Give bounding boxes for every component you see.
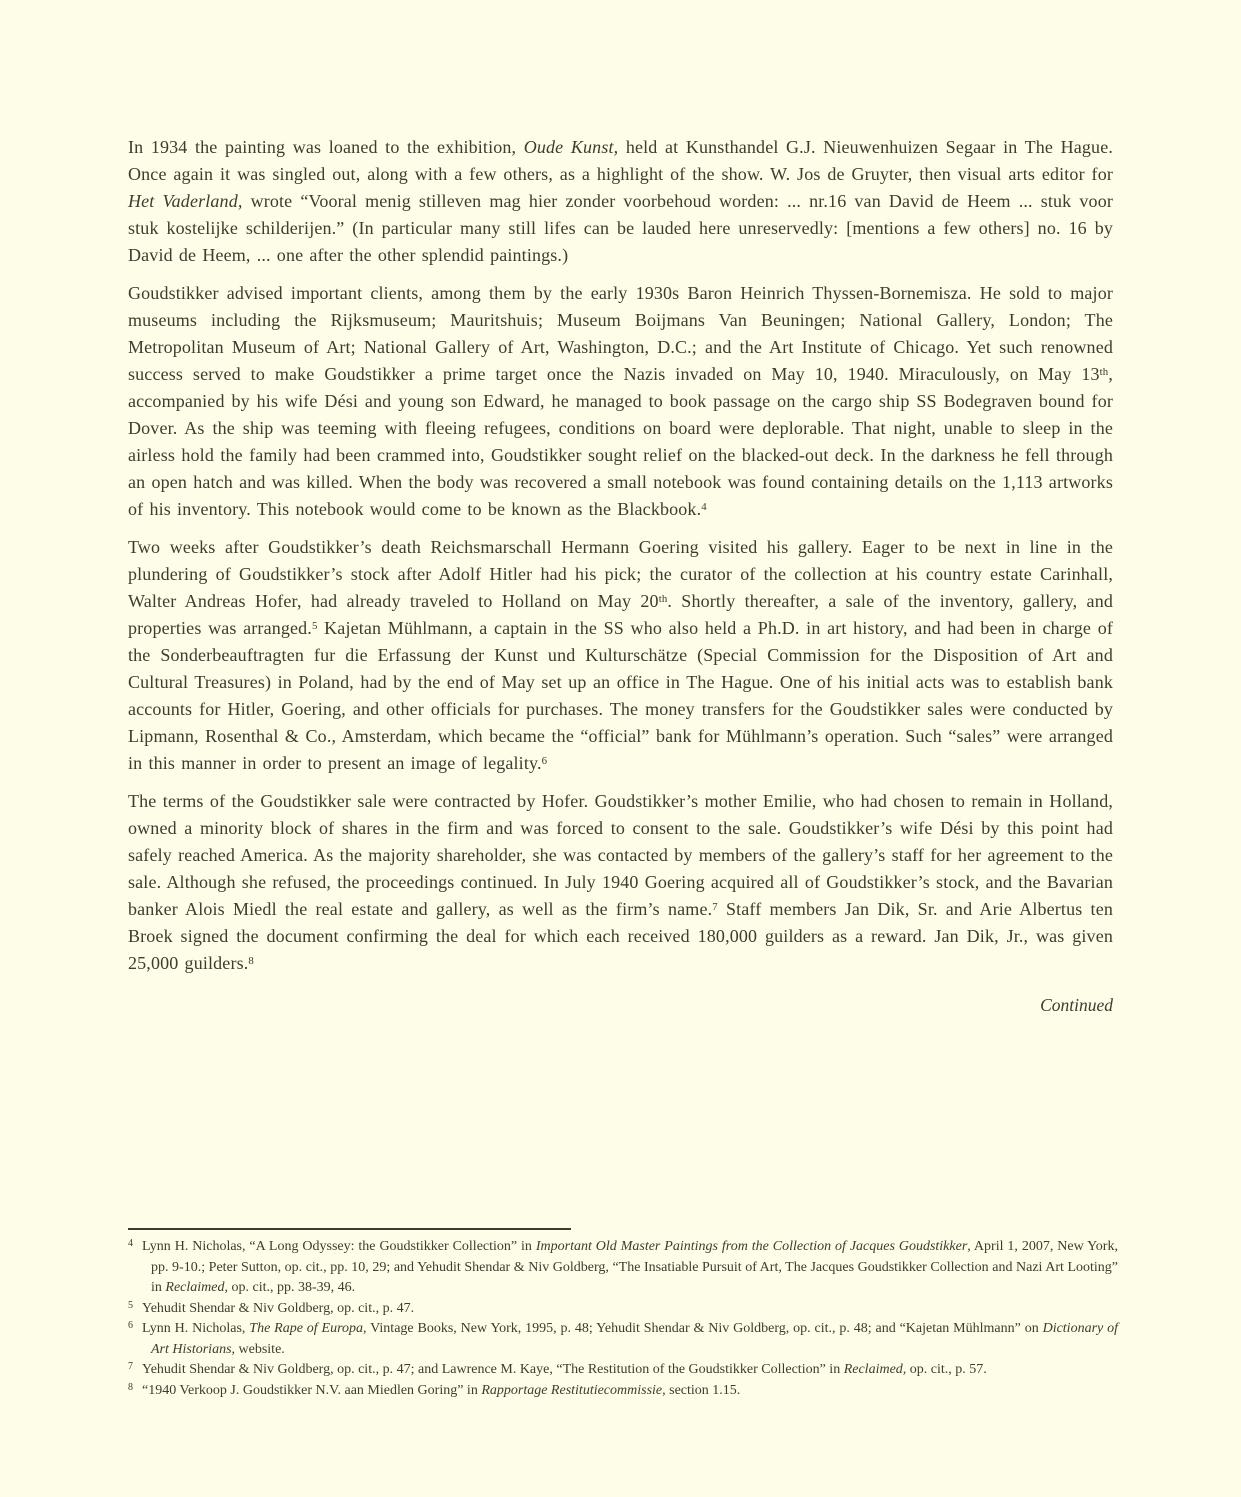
footnote-reference: 6 <box>541 755 548 768</box>
footnote-list <box>128 1237 1118 1401</box>
text-run: The terms of the Goudstikker sale were contracted by Hofer. Goudstikker’s mother Emilie, who had chosen to remain in Holland, owned a minority block of shares in the firm and was forced to consent to the sale. Goudstikker’s wife Dési by this point had safely reached America. As the majority shareholder, she was contacted by members of the gallery’s staff for her agreement to the sale. Although she refused, the proceedings continued. In July 1940 Goering acquired all of Goudstikker’s stock, and the Bavarian banker Alois Miedl the real estate and gallery, as well as the firm’s name. <box>128 791 1113 919</box>
italic-text-run: Important Old Master Paintings from the Collection of Jacques Goudstikker <box>535 1239 968 1254</box>
footnote-marker: 8 <box>128 1381 133 1393</box>
body-paragraph <box>128 280 1113 523</box>
body-paragraph <box>128 134 1113 269</box>
text-run: “1940 Verkoop J. Goudstikker N.V. aan Miedlen Goring” in <box>142 1382 482 1398</box>
footnote-reference: 5 <box>311 620 318 633</box>
text-run: , Vintage Books, New York, 1995, p. 48; Yehudit Shendar & Niv Goldberg, op. cit., p. 48; and “Kajetan Mühlmann” on <box>363 1321 1043 1336</box>
text-run: Two weeks after Goudstikker’s death Reichsmarschall Hermann Goering visited his gallery. Eager to be next in line in the plundering of Goudstikker’s stock after Adolf Hitler had his pick; the curator of the collection at his country estate Carinhall, Walter Andreas Hofer, had already traveled to Holland on May 20 <box>128 537 1113 611</box>
text-run: held at Kunsthandel G.J. Nieuwenhuizen Segaar in The Hague. Once again it was singled out, along with a few others, as a highlight of the show. W. Jos de Gruyter, then visual arts editor for <box>128 137 1113 184</box>
footnote-marker: 6 <box>128 1320 133 1331</box>
italic-text-run: Het Vaderland, <box>128 191 243 211</box>
text-run: , accompanied by his wife Dési and young son Edward, he managed to book passage on the cargo ship SS Bodegraven bound for Dover. As the ship was teeming with fleeing refugees, conditions on board were deplorable. That night, unable to sleep in the airless hold the family had been crammed into, Goudstikker sought relief on the blacked-out deck. In the darkness he fell through an open hatch and was killed. When the body was recovered a small notebook was found containing details on the 1,113 artworks of his inventory. This notebook would come to be known as the Blackbook. <box>128 364 1113 519</box>
footnote-item <box>128 1381 1118 1402</box>
body-paragraph <box>128 788 1113 977</box>
italic-text-run: Dictionary of Art Historians, <box>151 1321 1118 1357</box>
text-run: website. <box>235 1341 285 1357</box>
footnote-marker: 4 <box>128 1238 133 1249</box>
footnotes-section <box>128 1228 1118 1401</box>
footnote-reference: 7 <box>712 901 718 914</box>
text-run: wrote “Vooral menig stilleven mag hier zonder voorbehoud worden: ... nr.16 van David de Heem ... stuk voor stuk kostelijke schilderijen.” (In particular many still lifes can be lauded here unreservedly: [mentions a few others] no. 16 by David de Heem, ... one after the other splendid paintings.) <box>128 191 1113 265</box>
italic-text-run: Rapportage Restitutiecommissie, <box>481 1382 666 1398</box>
footnote-marker: 5 <box>128 1299 133 1311</box>
footnote-marker: 7 <box>128 1361 133 1372</box>
text-run: Lynn H. Nicholas, <box>142 1321 250 1336</box>
footnote-item <box>128 1237 1118 1299</box>
text-run: Goudstikker advised important clients, among them by the early 1930s Baron Heinrich Thyssen-Bornemisza. He sold to major museums including the Rijksmuseum; Mauritshuis; Museum Boijmans Van Beuningen; National Gallery, London; The Metropolitan Museum of Art; National Gallery of Art, Washington, D.C.; and the Art Institute of Chicago. Yet such renowned success served to make Goudstikker a prime target once the Nazis invaded on May 10, 1940. Miraculously, on May 13 <box>128 283 1113 384</box>
body-text-column <box>128 134 1113 1016</box>
footnote-reference: th <box>1099 366 1109 379</box>
text-run: , April 1, 2007, New York, pp. 9-10.; Peter Sutton, op. cit., pp. 10, 29; and Yehudit Shendar & Niv Goldberg, “The Insatiable Pursuit of Art, The Jacques Goudstikker Collection and Nazi Art Looting” in <box>151 1239 1118 1295</box>
text-run: , op. cit., pp. 38-39, 46. <box>224 1280 356 1295</box>
text-run: Yehudit Shendar & Niv Goldberg, op. cit., p. 47. <box>142 1300 415 1316</box>
italic-text-run: Reclaimed, <box>843 1362 907 1377</box>
footnote-item <box>128 1360 1118 1381</box>
italic-text-run: Reclaimed <box>165 1280 225 1295</box>
footnote-reference: 4 <box>701 501 707 514</box>
text-run: Yehudit Shendar & Niv Goldberg, op. cit., p. 47; and Lawrence M. Kaye, “The Restitution of the Goudstikker Collection” in <box>142 1362 844 1377</box>
italic-text-run: The Rape of Europa <box>249 1321 364 1336</box>
text-run: section 1.15. <box>665 1382 741 1398</box>
text-run: Staff members Jan Dik, Sr. and Arie Albertus ten Broek signed the document confirming the deal for which each received 180,000 guilders as a reward. Jan Dik, Jr., was given 25,000 guilders. <box>128 899 1113 973</box>
footnote-separator-rule <box>128 1228 571 1230</box>
text-run: Kajetan Mühlmann, a captain in the SS who also held a Ph.D. in art history, and had been in charge of the Sonderbeauftragten fur die Erfassung der Kunst und Kulturschätze (Special Commission for the Disposition of Art and Cultural Treasures) in Poland, had by the end of May set up an office in The Hague. One of his initial acts was to establish bank accounts for Hitler, Goering, and other officials for purchases. The money transfers for the Goudstikker sales were conducted by Lipmann, Rosenthal & Co., Amsterdam, which became the “official” bank for Mühlmann’s operation. Such “sales” were arranged in this manner in order to present an image of legality. <box>128 618 1113 773</box>
footnote-reference: 8 <box>248 955 254 968</box>
text-run: Lynn H. Nicholas, “A Long Odyssey: the Goudstikker Collection” in <box>142 1239 536 1254</box>
paragraphs-container <box>128 134 1113 977</box>
text-run: op. cit., p. 57. <box>906 1362 987 1377</box>
footnote-item <box>128 1319 1118 1360</box>
footnote-reference: th <box>658 593 668 606</box>
continued-label: Continued <box>1040 995 1113 1015</box>
italic-text-run: Oude Kunst, <box>523 137 619 157</box>
text-run: In 1934 the painting was loaned to the exhibition, <box>128 137 524 157</box>
text-run: . Shortly thereafter, a sale of the inventory, gallery, and properties was arranged. <box>128 591 1113 638</box>
body-paragraph <box>128 534 1113 777</box>
footnote-item <box>128 1299 1118 1320</box>
